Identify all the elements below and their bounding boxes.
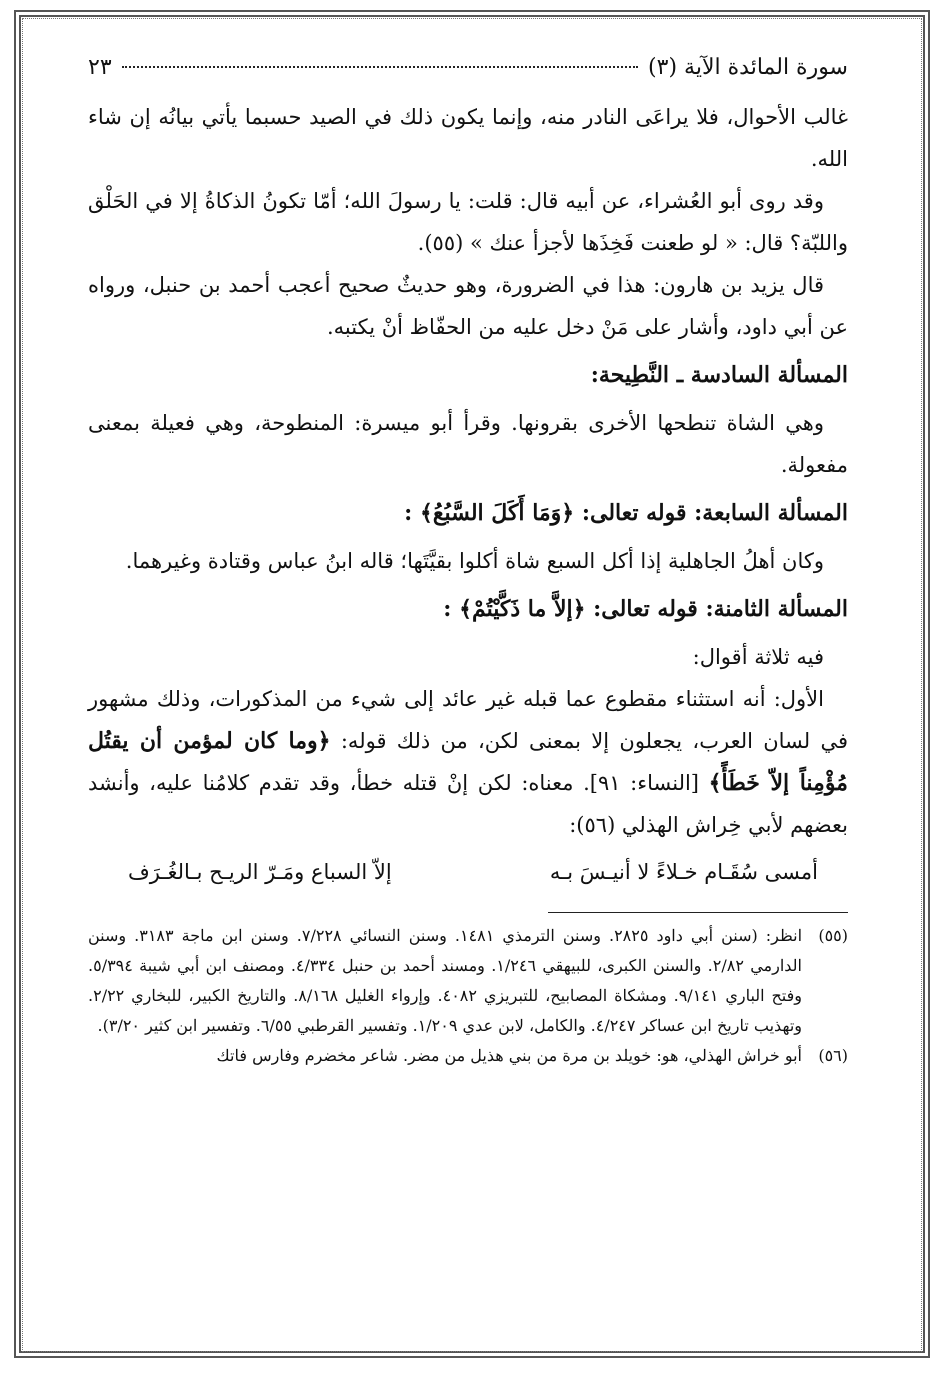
quran-verse-7: ﴿وَمَا أَكَلَ السَّبُعُ﴾ — [419, 500, 575, 526]
footnote-55 — [88, 921, 848, 1041]
footnote-text: انظر: (سنن أبي داود ٢٨٢٥. وسنن الترمذي ١٤٨١. وسنن النسائي ٧/٢٢٨. وسنن ابن ماجة ٣١٨٣. وسنن الدارمي ٢/٨٢. والسنن الكبرى، للبيهقي ١/٢٤٦. ومسند أحمد بن حنبل ٤/٣٣٤. ومصنف ابن أبي شيبة ٥/٣٩٤. وفتح الباري ٩/١٤١. ومشكاة المصابيح، للتبريزي ٤٠٨٢. وإرواء الغليل ٨/١٦٨. والتاريخ الكبير، للبخاري ٢/٢٢. وتهذيب تاريخ ابن عساكر ٤/٢٤٧. والكامل، لابن عدي ١/٢٠٩. وتفسير القرطبي ٦/٥٥. وتفسير ابن كثير ٣/٢٠). — [88, 926, 803, 1035]
verse-second-hemistich: إلاّ السباع ومَـرّ الريـح بـالغُـرَف — [128, 860, 392, 884]
footnote-divider — [548, 912, 848, 913]
footnote-number: (٥٥) — [818, 926, 848, 945]
paragraph-7-part-b: [النساء: ٩١]. معناه: لكن إنْ قتله خطأ، وقد تقدم كلامُنا عليه، وأنشد بعضهم لأبي خِراش الهذلي (٥٦): — [88, 771, 848, 837]
verse-first-hemistich: أمسى سُقَـام خـلاءً لا أنيـسَ بـه — [549, 860, 818, 884]
heading-issue-8-label: المسألة الثامنة: قوله تعالى: — [593, 596, 848, 622]
paragraph-6: فيه ثلاثة أقوال: — [692, 645, 824, 669]
header-leader-dots — [122, 66, 638, 68]
heading-issue-8-colon: : — [443, 596, 452, 622]
paragraph-7-part-a: الأول: أنه استثناء مقطوع عما قبله غير عائد إلى شيء من المذكورات، وذلك مشهور في لسان العرب، يجعلون إلا بمعنى لكن، من ذلك قوله: — [88, 687, 848, 753]
paragraph-1: غالب الأحوال، فلا يراعَى النادر منه، وإنما يكون ذلك في الصيد حسبما يأتي بيانُه إن شاء الله. — [88, 105, 848, 171]
page-content — [88, 55, 848, 1071]
heading-issue-7 — [88, 492, 848, 534]
heading-issue-8 — [88, 588, 848, 630]
heading-issue-7-label: المسألة السابعة: قوله تعالى: — [581, 500, 848, 526]
paragraph-5: وكان أهلُ الجاهلية إذا أكل السبع شاة أكلوا بقيَّتَها؛ قاله ابنُ عباس وقتادة وغيرهما. — [125, 549, 824, 573]
heading-issue-7-colon: : — [404, 500, 413, 526]
footnote-56 — [88, 1041, 848, 1071]
heading-issue-6: المسألة السادسة ـ النَّطِيحة: — [590, 362, 848, 388]
paragraph-3: قال يزيد بن هارون: هذا في الضرورة، وهو حديثٌ صحيح أعجب أحمد بن حنبل، ورواه عن أبي داود، وأشار على مَنْ دخل عليه من الحفّاظ أنْ يكتبه. — [88, 273, 848, 339]
page-number: ٢٣ — [88, 55, 112, 80]
header-title: سورة المائدة الآية (٣) — [648, 55, 848, 80]
paragraph-7 — [88, 678, 848, 846]
running-header — [88, 55, 848, 80]
quran-verse-8: ﴿إلاَّ ما ذَكَّيْتُمْ﴾ — [459, 596, 586, 622]
quran-verse-nisa-91: ﴿وما كان لمؤمن أن يقتُل مُؤْمِناً إلاّ خَطَأً﴾ — [88, 728, 848, 796]
footnote-number: (٥٦) — [818, 1046, 848, 1065]
paragraph-2: وقد روى أبو العُشراء، عن أبيه قال: قلت: يا رسولَ الله؛ أمّا تكونُ الذكاةُ إلا في الحَلْق واللبّة؟ قال: « لو طعنت فَخِذَها لأجزأ عنك » (٥٥). — [88, 189, 848, 255]
poetry-verse — [88, 850, 848, 894]
paragraph-4: وهي الشاة تنطحها الأخرى بقرونها. وقرأ أبو ميسرة: المنطوحة، وهي فعيلة بمعنى مفعولة. — [88, 411, 848, 477]
footnote-text: أبو خراش الهذلي، هو: خويلد بن مرة من بني هذيل من مضر. شاعر مخضرم وفارس فاتك — [216, 1046, 802, 1065]
